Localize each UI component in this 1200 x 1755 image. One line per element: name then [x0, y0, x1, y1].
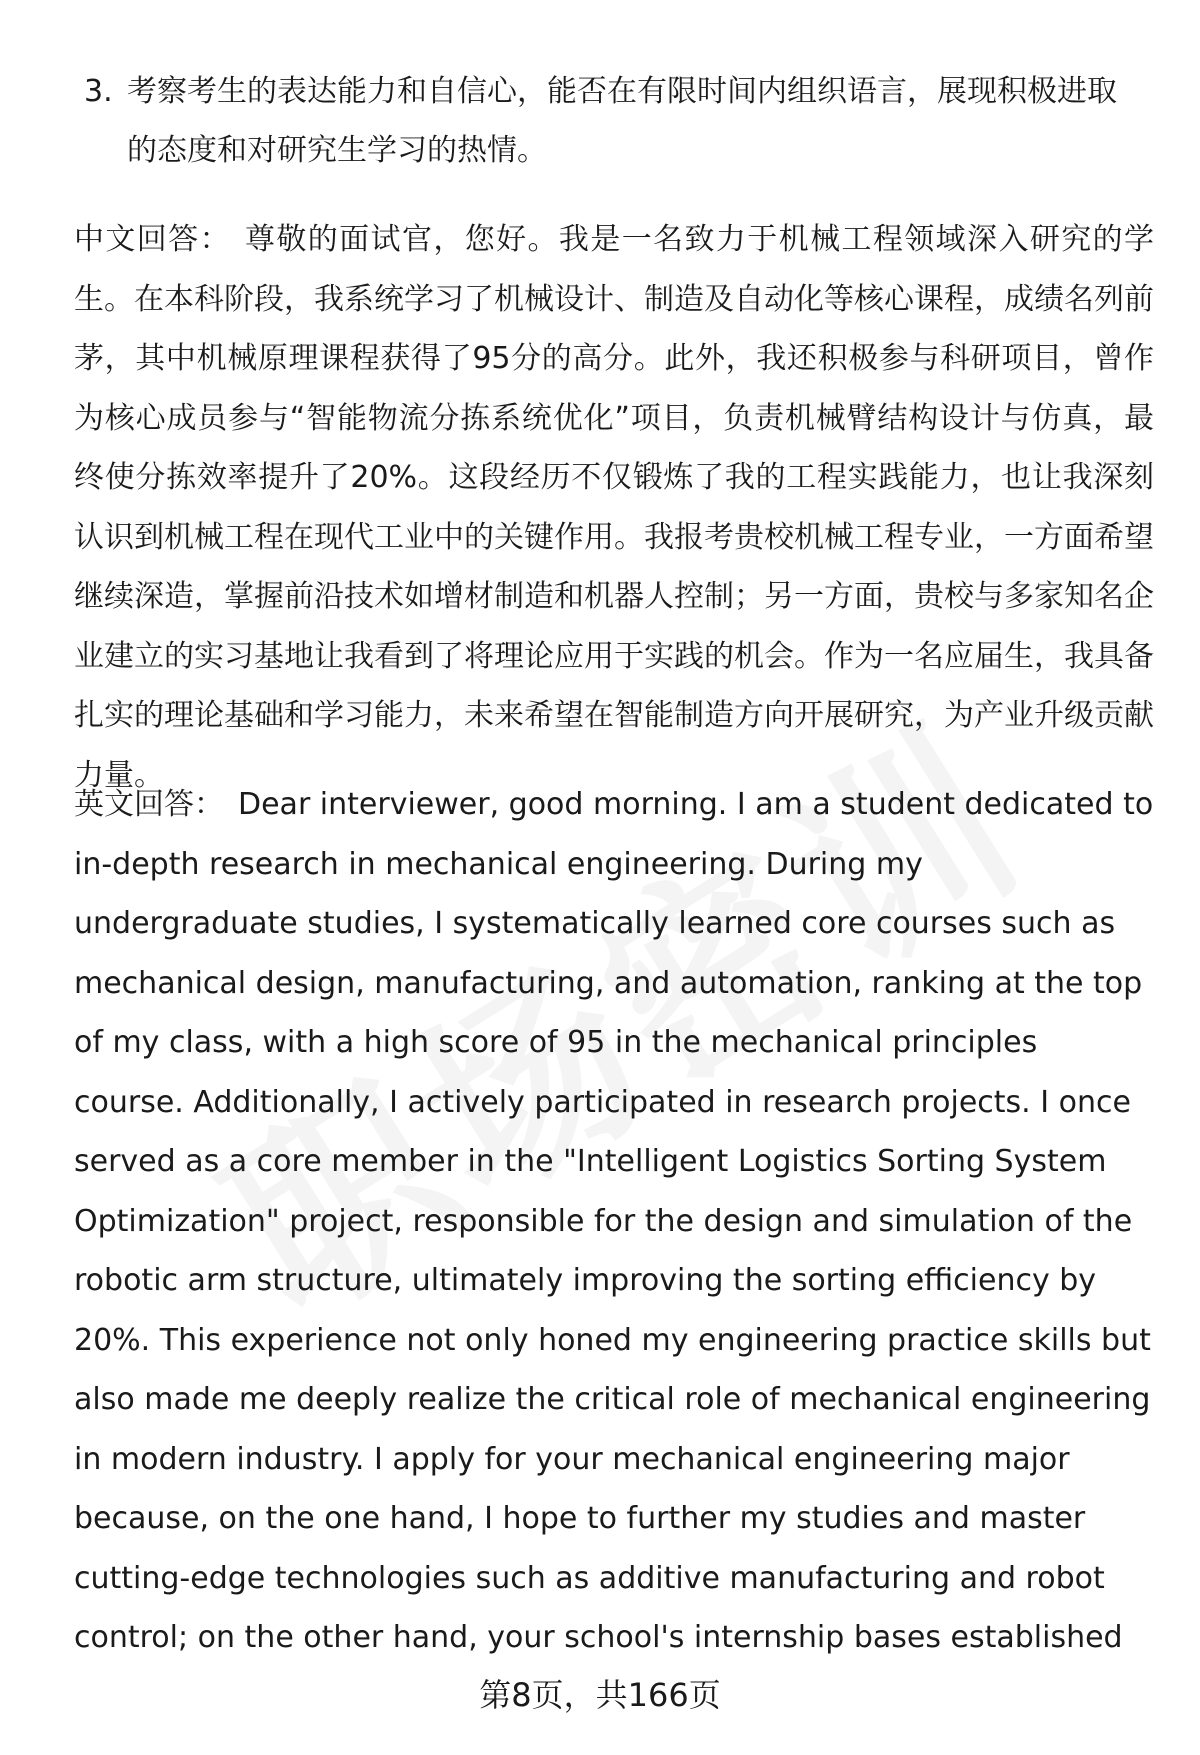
page-indicator: 第8页，共166页	[479, 1676, 721, 1714]
english-answer-paragraph	[74, 775, 1154, 1655]
english-answer-label: 英文回答：	[74, 787, 224, 822]
list-item-3	[84, 62, 1144, 180]
list-number: 3.	[84, 74, 113, 109]
chinese-answer-label: 中文回答：	[74, 222, 231, 257]
chinese-answer-paragraph	[74, 210, 1154, 805]
english-answer-text: Dear interviewer, good morning. I am a student dedicated to in-depth research in mechanical engineering. During my undergraduate studies, I systematically learned core courses such as mechanical design, manufacturing, and automation, ranking at the top of my class, with a high score of 95 in the mechanical principles course. Additionally, I actively participated in research projects. I once served as a core member in the "Intelligent Logistics Sorting System Optimization" project, responsible for the design and simulation of the robotic arm structure, ultimately improving the sorting efficiency by 20%. This experience not only honed my engineering practice skills but also made me deeply realize the critical role of mechanical engineering in modern industry. I apply for your mechanical engineering major because, on the one hand, I hope to further my studies and master cutting-edge technologies such as additive manufacturing and robot control; on the other hand, your school's internship bases established	[74, 787, 1154, 1655]
list-item-text: 考察考生的表达能力和自信心，能否在有限时间内组织语言，展现积极进取的态度和对研究生学习的热情。	[127, 74, 1117, 168]
chinese-answer-text: 尊敬的面试官，您好。我是一名致力于机械工程领域深入研究的学生。在本科阶段，我系统学习了机械设计、制造及自动化等核心课程，成绩名列前茅，其中机械原理课程获得了95分的高分。此外，我还积极参与科研项目，曾作为核心成员参与“智能物流分拣系统优化”项目，负责机械臂结构设计与仿真，最终使分拣效率提升了20%。这段经历不仅锻炼了我的工程实践能力，也让我深刻认识到机械工程在现代工业中的关键作用。我报考贵校机械工程专业，一方面希望继续深造，掌握前沿技术如增材制造和机器人控制；另一方面，贵校与多家知名企业建立的实习基地让我看到了将理论应用于实践的机会。作为一名应届生，我具备扎实的理论基础和学习能力，未来希望在智能制造方向开展研究，为产业升级贡献力量。	[74, 222, 1155, 793]
